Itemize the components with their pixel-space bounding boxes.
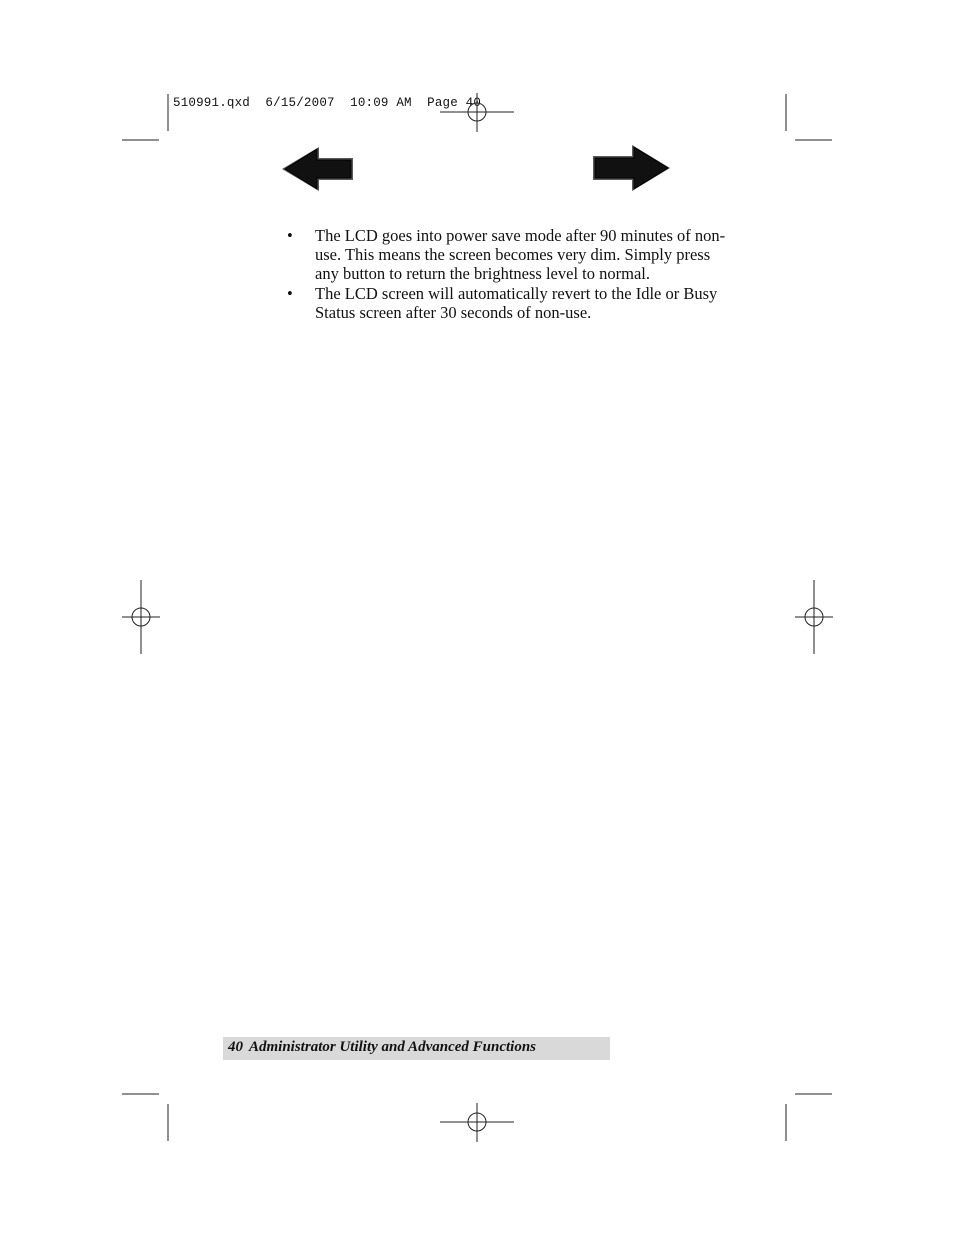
page-footer [223,1037,610,1060]
footer-text [228,1039,536,1056]
bullet-item [287,226,737,283]
bullet-item [287,284,737,322]
bullet-text: The LCD screen will automatically revert to the Idle or Busy Status screen after 30 seconds of non-use. [315,284,718,322]
bullet-text: The LCD goes into power save mode after 90 minutes of non-use. This means the screen becomes very dim. Simply press any button to return the brightness level to normal. [315,226,726,283]
right-arrow-icon[interactable] [592,144,672,192]
section-title: Administrator Utility and Advanced Functions [249,1039,536,1055]
body-text [287,226,737,323]
bullet-mark: • [287,226,293,245]
print-slug-line: 510991.qxd 6/15/2007 10:09 AM Page 40 [173,96,482,110]
bullet-mark: • [287,284,293,303]
left-arrow-icon[interactable] [281,146,355,192]
page-number: 40 [228,1039,243,1055]
